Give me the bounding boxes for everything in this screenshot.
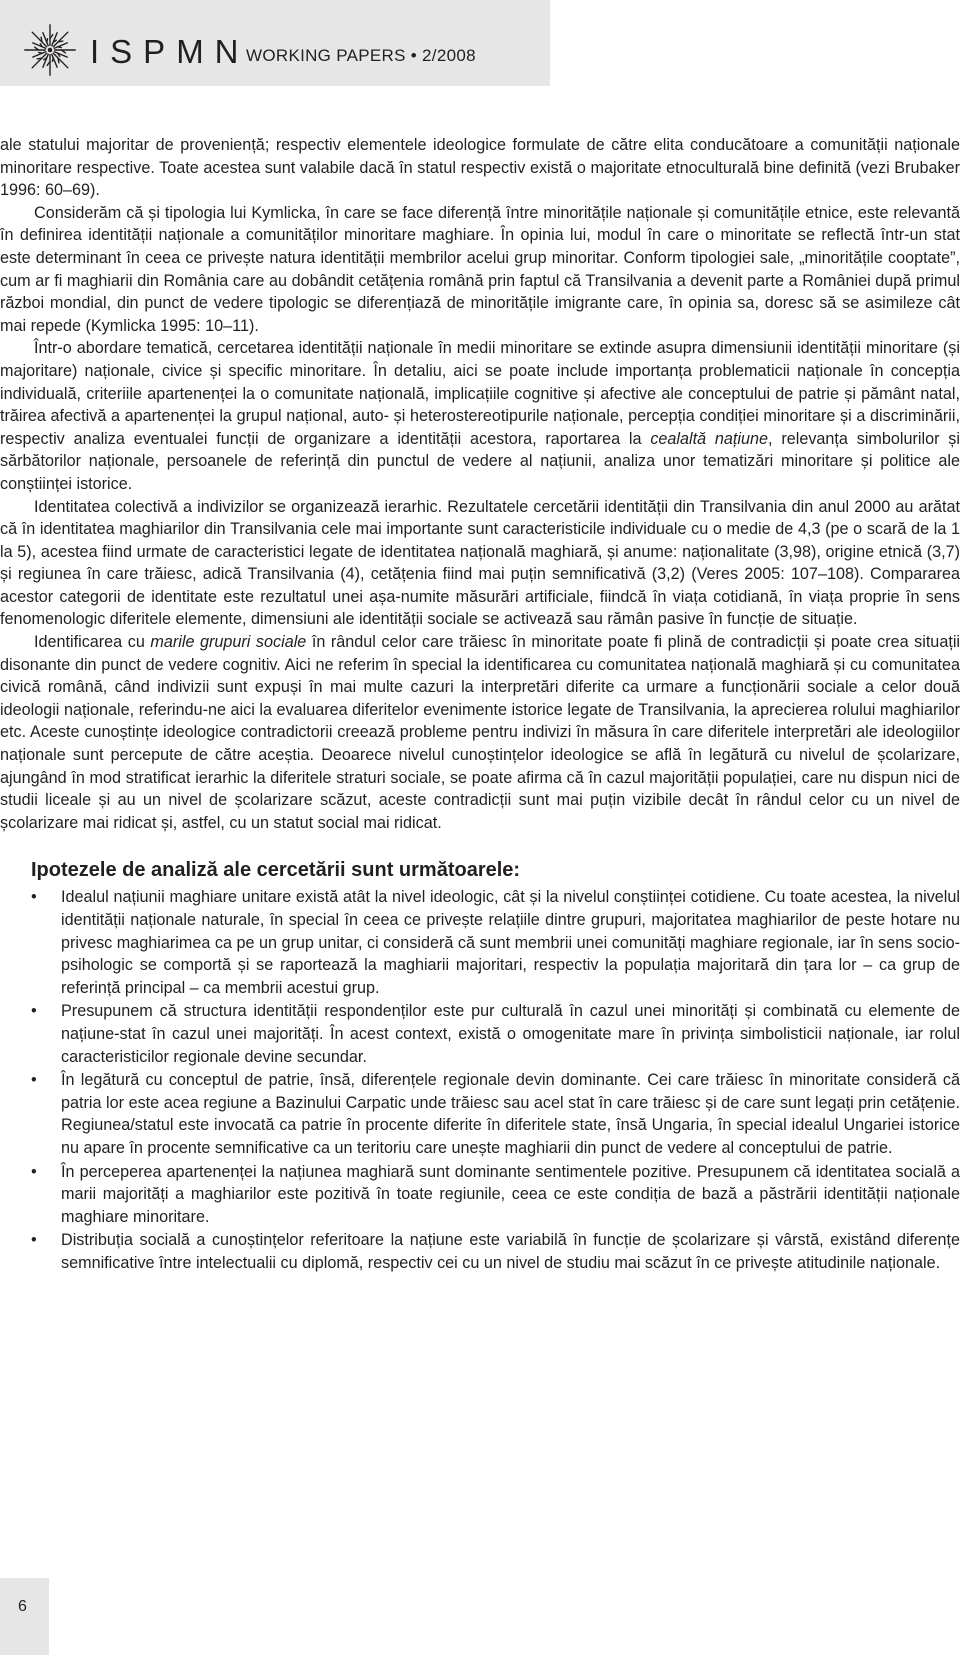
ornamental-star-logo-icon (22, 22, 78, 78)
paragraph-text: , relevanța simbolurilor și sărbătorilor naționale, persoanele de referință din punctul de vedere al națiunii, analiza unor tematizări minoritare și politice ale conștiinței istorice. (0, 429, 960, 493)
bullet-icon: • (31, 888, 37, 907)
bullet-icon: • (31, 1231, 37, 1250)
brand-name: ISPMN (90, 33, 250, 70)
italic-term: cealaltă națiune (650, 429, 769, 448)
list-item (0, 1069, 960, 1159)
section-heading: Ipotezele de analiză ale cercetării sunt următoarele: (31, 859, 521, 882)
paragraph: Considerăm că și tipologia lui Kymlicka, în care se face diferență între minoritățile naționale și comunitățile etnice, este relevantă în definirea identității naționale a comunităților minoritare maghiare. În opinia lui, modul în care o minoritate se reflectă într-un stat este determinant în ceea ce privește natura identității membrilor acelui grup minoritar. Conform tipologiei sale, „minoritățile cooptate”, cum ar fi maghiarii din România care au dobândit cetățenia română prin faptul că Transilvania a devenit parte a României după primul război mondial, din punct de vedere tipologic se diferențiază de minoritățile imigrante care, în opinia sa, doresc să se asimileze cât mai repede (Kymlicka 1995: 10–11). (0, 203, 960, 335)
list-item-text: În perceperea apartenenței la națiunea maghiară sunt dominante sentimentele pozitive. Presupunem că identitatea socială a marii majorități a maghiarilor este pozitivă în toate regiunile, ceea ce este condiția de bază a păstrării identității naționale maghiare minoritare. (61, 1162, 960, 1226)
list-item (0, 1161, 960, 1229)
list-item-text: Idealul națiunii maghiare unitare există atât la nivel ideologic, cât și la nivelul conștiinței cotidiene. Cu toate acestea, la nivelul identității naționale naturale, în special în ceea ce privește relațiile dintre grupuri, majoritatea maghiarilor de peste hotare nu privesc maghiarimea ca pe un grup unitar, ci consideră că sunt membrii unei comunități maghiare regionale, iar în sens socio-psihologic se comportă și se raportează la maghiarii majoritari, respectiv la populația majoritară din țara lor – ca grup de referință principal – ca membrii acestui grup. (61, 888, 960, 997)
list-item (0, 886, 960, 999)
hypotheses-list (0, 886, 960, 1274)
bullet-icon: • (31, 1162, 37, 1181)
paragraph (0, 337, 960, 495)
list-item-text: În legătură cu conceptul de patrie, însă, diferențele regionale devin dominante. Cei care trăiesc în minoritate consideră că patria lor este acea regiune a Bazinului Carpatic unde trăiesc sau acel stat în care trăiesc și de care sunt legați prin cetățenie. Regiunea/statul este invocată ca patrie în procente diferite în diferitele state, însă Ungaria, în special idealul Ungariei istorice nu apare în procente semnificative ca un teritoriu care unește maghiarii din punct de vedere al conceptului de patrie. (61, 1071, 960, 1157)
article-body (0, 134, 960, 1276)
paragraph: Identitatea colectivă a indivizilor se organizează ierarhic. Rezultatele cercetării identității din Transilvania din anul 2000 au arătat că în identitatea maghiarilor din Transilvania cele mai importante sunt caracteristicile individuale cu o medie de 4,3 (pe o scară de la 1 la 5), acestea fiind urmate de caracteristici legate de identitatea națională maghiară, și anume: naționalitate (3,98), origine etnică (3,7) și regiunea în care trăiesc, adică Transilvania (4), cetățenia fiind mai puțin semnificativă (3,2) (Veres 2005: 107–108). Compararea acestor categorii de identitate este rezultatul unei așa-numite măsurări artificiale, fiindcă în viața cotidiană, în viața proprie în sens fenomenologic diferitele elemente, dimensiuni ale identității sociale se activează sau rămân pasive în funcție de situație. (0, 497, 960, 629)
page-number: 6 (18, 1598, 27, 1615)
list-item-text: Distribuția socială a cunoștințelor referitoare la națiune este variabilă în funcție de școlarizare și vârstă, existând diferențe semnificative între intelectualii cu diplomă, respectiv cei cu un nivel de studiu mai scăzut în ce privește atitudinile naționale. (61, 1231, 960, 1272)
list-item-text: Presupunem că structura identității respondenților este pur culturală în cazul unei minorități și combinată cu elemente de națiune-stat în cazul unei majorități. În acest context, există o omogenitate mare în privința simbolisticii naționale, iar rolul caracteristicilor regionale devine secundar. (61, 1002, 960, 1066)
list-item (0, 1229, 960, 1274)
bullet-icon: • (31, 1071, 37, 1090)
paragraph-text: Identificarea cu (34, 633, 145, 652)
paragraph: ale statului majoritar de proveniență; respectiv elementele ideologice formulate de către elita conducătoare a comunității naționale minoritare respective. Toate acestea sunt valabile dacă în statul respectiv există o majoritate etnoculturală bine definită (vezi Brubaker 1996: 60–69). (0, 136, 960, 200)
list-item (0, 1000, 960, 1068)
italic-term: marile grupuri sociale (150, 633, 307, 652)
paragraph-text: în rândul celor care trăiesc în minoritate poate fi plină de contradicții și poate crea situații disonante din punct de vedere cognitiv. Aici ne referim în special la identificarea cu comunitatea națională maghiară și cu comunitatea civică română, când indivizii sunt expuși în mai multe cazuri la interpretări diferite ca urmare a funcționării sociale a celor două ideologii naționale, referindu-ne aici la evaluarea diferitelor evenimente istorice legate de Transilvania, la aprecierea rolului maghiarilor etc. Aceste cunoștințe ideologice contradictorii creează probleme pentru indivizi în măsura în care diferitele interpretări ale ideologiilor naționale sunt percepute de către aceștia. Deoarece nivelul cunoștințelor ideologice se află în legătură cu nivelul de școlarizare, ajungând în mod stratificat ierarhic la diferitele straturi sociale, se poate afirma că în cazul majorității populației, care nu dispun nici de studii liceale și au un nivel de școlarizare scăzut, aceste contradicții sunt mai puțin vizibile decât în rândul celor cu un nivel de școlarizare mai ridicat și, astfel, cu un statut social mai ridicat. (0, 633, 960, 832)
paragraph (0, 631, 960, 834)
series-label: WORKING PAPERS • 2/2008 (246, 46, 476, 65)
paragraph-text: Într-o abordare tematică, cercetarea identității naționale în medii minoritare se extinde asupra dimensiunii identității minoritare (și majoritare) naționale, civice și specific minoritare. În detaliu, aici se poate include importanța problematicii naționale în concepția individuală, criteriile apartenenței la o comunitate națională, implicațiile cognitive și afective ale conceptului de patrie și pământ natal, trăirea afectivă a apartenenței la grupul național, auto- și heterostereotipurile naționale, percepția condiției minoritare și a discriminării, respectiv analiza eventualei funcții de organizare a identității acestora, raportarea la (0, 339, 960, 448)
bullet-icon: • (31, 1002, 37, 1021)
header-band (0, 0, 550, 86)
